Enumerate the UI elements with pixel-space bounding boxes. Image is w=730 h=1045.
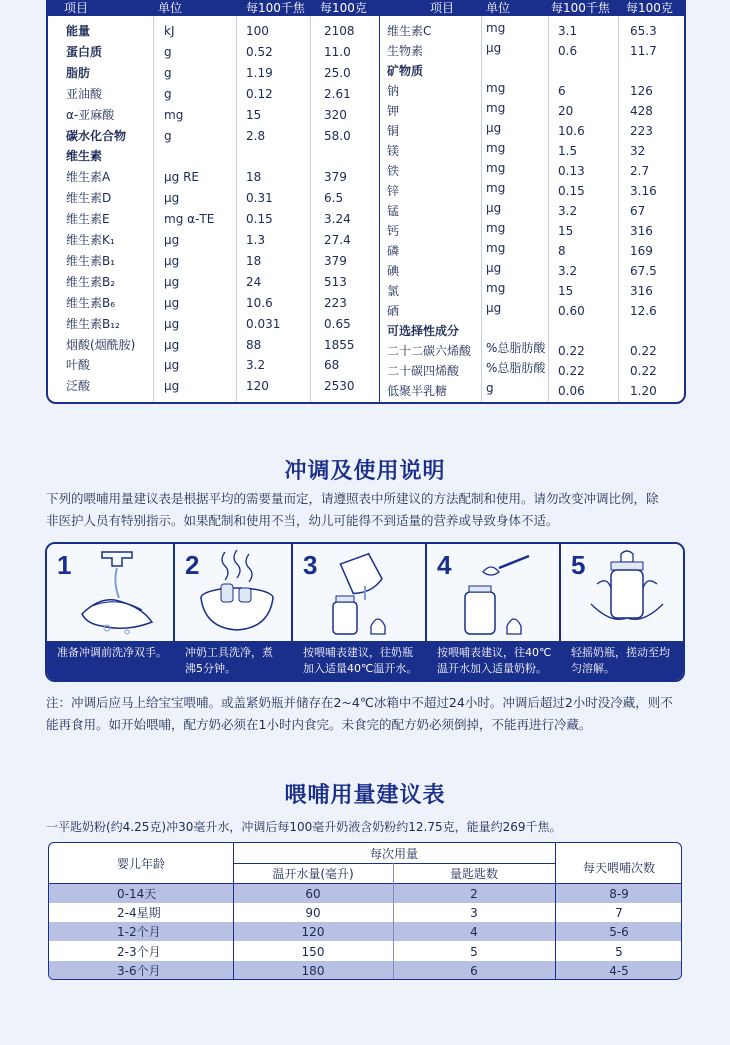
nutrient-per-kj: 0.6	[558, 44, 578, 58]
prep-step-1	[47, 544, 175, 680]
step-number: 2	[185, 550, 200, 580]
prep-note-line: 注：冲调后应马上给宝宝喂哺。或盖紧奶瓶并储存在2~4℃冰箱中不超过24小时。冲调后超过2小时没冷藏，则不	[46, 695, 673, 710]
nutrient-unit: g	[164, 87, 172, 101]
nutrient-per-kj: 15	[558, 284, 574, 298]
feeding-age: 2-3个月	[117, 944, 161, 959]
feeding-age: 1-2个月	[117, 925, 161, 940]
feeding-age: 2-4星期	[117, 906, 161, 921]
feeding-scoops: 4	[470, 925, 478, 940]
step-caption-line: 温开水加入适量奶粉。	[437, 662, 547, 675]
nutrient-per-g: 379	[324, 170, 347, 184]
nutrient-per-kj: 8	[558, 244, 566, 258]
nutrient-name: 二十二碳六烯酸	[387, 344, 472, 358]
nutrient-per-g: 2530	[324, 379, 355, 393]
nutrient-unit: μg	[164, 338, 180, 352]
nutrient-per-g: 428	[630, 104, 653, 118]
nutrient-unit: μg	[486, 41, 502, 55]
nutrient-name: 镁	[387, 144, 400, 158]
step-number: 4	[437, 550, 452, 580]
nutrient-unit: mg	[486, 21, 506, 35]
nutrient-per-kj: 0.031	[246, 317, 281, 331]
nutrient-name: 锌	[387, 184, 400, 198]
step-caption	[47, 641, 175, 680]
nutrient-name: 烟酸(烟酰胺)	[66, 338, 136, 352]
nutrient-unit: g	[164, 45, 172, 59]
nutrient-per-g: 67	[630, 204, 646, 218]
prep-note	[46, 692, 706, 736]
nutrient-per-kj: 1.3	[246, 233, 266, 247]
prep-step-2	[175, 544, 293, 680]
header-per-kj-right: 每100千焦	[551, 1, 610, 15]
nutrient-per-kj: 3.2	[558, 264, 578, 278]
nutrient-unit: μg	[164, 233, 180, 247]
step-caption-line: 匀溶解。	[571, 662, 615, 675]
nutrient-per-g: 27.4	[324, 233, 351, 247]
nutrient-unit: μg	[486, 301, 502, 315]
nutrient-per-g: 126	[630, 84, 653, 98]
feeding-head-group: 每次用量	[369, 847, 418, 861]
column-line	[618, 16, 619, 402]
nutrient-unit: mg	[486, 281, 506, 295]
nutrient-per-kj: 120	[246, 379, 269, 393]
feeding-subtitle: 一平匙奶粉(约4.25克)冲30毫升水，冲调后每100毫升奶液含奶粉约12.75克，能量约269千焦。	[46, 820, 562, 834]
nutrient-per-kj: 10.6	[246, 296, 273, 310]
nutrient-per-kj: 18	[246, 170, 262, 184]
nutrient-name: 氯	[387, 284, 400, 298]
column-line	[310, 16, 311, 402]
nutrient-per-g: 513	[324, 275, 347, 289]
nutrient-name: 铜	[387, 124, 400, 138]
nutrient-unit: mg	[486, 81, 506, 95]
nutrient-per-kj: 3.2	[558, 204, 578, 218]
column-line	[153, 16, 154, 402]
nutrient-per-g: 0.22	[630, 364, 657, 378]
nutrient-per-kj: 24	[246, 275, 262, 289]
step-caption	[427, 641, 561, 680]
nutrient-per-g: 12.6	[630, 304, 657, 318]
feeding-row	[49, 922, 681, 941]
nutrient-unit: μg	[486, 201, 502, 215]
step-caption	[293, 641, 427, 680]
nutrient-unit: g	[164, 129, 172, 143]
step-caption-line: 按喂哺表建议，往40℃	[437, 646, 552, 659]
nutrient-per-g: 379	[324, 254, 347, 268]
nutrient-name: 碳水化合物	[66, 129, 127, 143]
nutrient-unit: μg	[164, 358, 180, 372]
nutrient-per-g: 2108	[324, 24, 355, 38]
header-item-right: 项目	[430, 1, 455, 15]
nutrient-per-g: 6.5	[324, 191, 344, 205]
header-per-g-left: 每100克	[320, 1, 367, 15]
nutrient-unit: μg	[164, 379, 180, 393]
nutrient-name: 生物素	[387, 44, 424, 58]
nutrient-per-g: 3.16	[630, 184, 657, 198]
nutrient-unit: kJ	[164, 24, 175, 38]
nutrient-unit: μg	[486, 121, 502, 135]
nutrient-name: 碘	[387, 264, 400, 278]
nutrient-unit: mg	[486, 221, 506, 235]
nutrient-name: 可选择性成分	[387, 324, 460, 338]
step-number: 3	[303, 550, 318, 580]
nutrient-per-kj: 0.13	[558, 164, 585, 178]
nutrient-per-kj: 18	[246, 254, 262, 268]
prep-intro-line: 非医护人员有特别指示。如果配制和使用不当，幼儿可能得不到适量的营养或导致身体不适。	[46, 513, 559, 528]
nutrient-name: 钠	[387, 84, 400, 98]
nutrient-per-g: 0.22	[630, 344, 657, 358]
nutrient-name: 维生素	[66, 149, 103, 163]
nutrient-per-kj: 2.8	[246, 129, 266, 143]
nutrient-name: 蛋白质	[66, 45, 103, 59]
nutrient-unit: mg	[486, 181, 506, 195]
nutrient-per-g: 3.24	[324, 212, 351, 226]
nutrient-per-g: 32	[630, 144, 646, 158]
nutrient-name: 钙	[387, 224, 400, 238]
feeding-head-times: 每天喂哺次数	[582, 861, 655, 875]
prep-step-4	[427, 544, 561, 680]
step-caption-line: 沸5分钟。	[185, 662, 236, 675]
step-caption-line: 按喂哺表建议，往奶瓶	[303, 646, 413, 659]
header-per-g-right: 每100克	[626, 1, 673, 15]
nutrient-name: 脂肪	[66, 66, 91, 80]
feeding-times: 5	[615, 944, 623, 959]
feeding-water: 120	[301, 925, 325, 940]
prep-step-5	[561, 544, 685, 680]
feeding-times: 4-5	[609, 963, 629, 978]
step-caption	[175, 641, 293, 680]
nutrient-unit: g	[164, 66, 172, 80]
nutrient-per-kj: 1.5	[558, 144, 578, 158]
nutrient-name: 维生素D	[66, 191, 112, 205]
feeding-scoops: 6	[470, 963, 478, 978]
nutrient-name: 磷	[387, 244, 400, 258]
nutrient-per-kj: 6	[558, 84, 566, 98]
feeding-times: 5-6	[609, 925, 629, 940]
nutrient-per-g: 2.61	[324, 87, 351, 101]
nutrient-per-g: 316	[630, 224, 653, 238]
nutrient-unit: μg	[164, 191, 180, 205]
nutrient-per-g: 316	[630, 284, 653, 298]
step-number: 5	[571, 550, 586, 580]
feeding-row	[49, 903, 681, 922]
nutrient-per-g: 1855	[324, 338, 355, 352]
nutrient-name: 矿物质	[387, 64, 424, 78]
nutrient-unit: g	[486, 381, 494, 395]
feeding-scoops: 3	[470, 906, 478, 921]
nutrient-unit: μg	[486, 261, 502, 275]
nutrient-name: 泛酸	[66, 379, 91, 393]
nutrient-per-kj: 3.1	[558, 24, 578, 38]
nutrient-per-g: 25.0	[324, 66, 351, 80]
feeding-water: 90	[305, 906, 321, 921]
prep-title: 冲调及使用说明	[284, 459, 446, 484]
nutrient-name: α-亚麻酸	[66, 108, 115, 122]
feeding-title: 喂哺用量建议表	[284, 783, 446, 808]
nutrient-per-g: 0.65	[324, 317, 351, 331]
feeding-row	[49, 961, 681, 980]
nutrient-per-kj: 15	[246, 108, 262, 122]
column-line	[548, 16, 549, 402]
table-divider	[379, 16, 380, 402]
nutrient-per-kj: 0.15	[246, 212, 273, 226]
nutrient-unit: %总脂肪酸	[486, 361, 546, 375]
nutrient-name: 硒	[387, 304, 400, 318]
header-unit-left: 单位	[158, 1, 183, 15]
header-per-kj-left: 每100千焦	[246, 1, 305, 15]
nutrient-unit: μg	[164, 317, 180, 331]
nutrient-per-kj: 3.2	[246, 358, 266, 372]
step-caption	[561, 641, 685, 680]
column-line	[481, 16, 482, 402]
feeding-times: 7	[615, 906, 623, 921]
nutrient-per-g: 11.0	[324, 45, 351, 59]
nutrient-name: 能量	[66, 24, 91, 38]
prep-intro	[46, 488, 696, 532]
nutrition-table-header	[48, 0, 684, 16]
nutrient-name: 维生素E	[66, 212, 110, 226]
nutrient-per-g: 65.3	[630, 24, 657, 38]
nutrient-per-g: 2.7	[630, 164, 650, 178]
nutrient-name: 二十碳四烯酸	[387, 364, 460, 378]
feeding-water: 150	[301, 944, 325, 959]
nutrient-unit: μg	[164, 254, 180, 268]
prep-step-3	[293, 544, 427, 680]
nutrient-unit: mg	[164, 108, 184, 122]
nutrient-unit: μg	[164, 275, 180, 289]
nutrient-per-kj: 100	[246, 24, 269, 38]
nutrient-per-g: 223	[324, 296, 347, 310]
feeding-water: 60	[305, 887, 321, 901]
nutrient-name: 维生素B₆	[66, 296, 116, 310]
header-line	[233, 863, 555, 864]
nutrient-name: 维生素A	[66, 170, 111, 184]
nutrient-per-kj: 88	[246, 338, 262, 352]
feeding-head-scoops: 量匙匙数	[449, 867, 498, 881]
nutrition-table	[46, 0, 686, 404]
nutrient-name: 钾	[387, 104, 400, 118]
nutrient-per-g: 169	[630, 244, 653, 258]
prep-steps	[45, 542, 685, 682]
header-item-left: 项目	[64, 1, 89, 15]
nutrient-name: 维生素B₁₂	[66, 317, 120, 331]
feeding-times: 8-9	[609, 887, 629, 901]
nutrient-per-g: 11.7	[630, 44, 657, 58]
feeding-head-water: 温开水量(毫升)	[272, 867, 354, 881]
feeding-head-age: 婴儿年龄	[116, 857, 165, 871]
nutrient-name: 铁	[387, 164, 400, 178]
feeding-age: 0-14天	[117, 887, 157, 901]
nutrient-per-kj: 0.15	[558, 184, 585, 198]
header-line	[49, 883, 682, 884]
column-line	[236, 16, 237, 402]
step-number: 1	[57, 550, 72, 580]
nutrient-name: 亚油酸	[66, 87, 103, 101]
nutrient-unit: %总脂肪酸	[486, 341, 546, 355]
nutrient-per-kj: 20	[558, 104, 574, 118]
step-caption-line: 准备冲调前洗净双手。	[57, 646, 167, 659]
header-unit-right: 单位	[486, 1, 511, 15]
nutrient-unit: mg	[486, 161, 506, 175]
nutrient-name: 维生素K₁	[66, 233, 115, 247]
nutrient-per-g: 58.0	[324, 129, 351, 143]
prep-note-line: 能再食用。如开始喂哺，配方奶必须在1小时内食完。未食完的配方奶必须倒掉，不能再进行冷藏。	[46, 717, 592, 732]
nutrient-unit: mg α-TE	[164, 212, 215, 226]
nutrient-name: 叶酸	[66, 358, 91, 372]
nutrient-unit: mg	[486, 141, 506, 155]
feeding-row	[49, 942, 681, 961]
feeding-scoops: 2	[470, 887, 478, 901]
step-caption-line: 冲奶工具洗净，煮	[185, 646, 273, 659]
nutrient-per-kj: 1.19	[246, 66, 273, 80]
nutrient-per-g: 67.5	[630, 264, 657, 278]
prep-intro-line: 下列的喂哺用量建议表是根据平均的需要量而定，请遵照表中所建议的方法配制和使用。请勿改变冲调比例，除	[46, 491, 659, 506]
feeding-water: 180	[301, 963, 325, 978]
nutrient-per-kj: 0.22	[558, 364, 585, 378]
feeding-row	[49, 884, 681, 903]
nutrient-per-kj: 0.06	[558, 384, 585, 398]
nutrient-unit: μg RE	[164, 170, 199, 184]
nutrient-unit: mg	[486, 241, 506, 255]
feeding-scoops: 5	[470, 944, 478, 959]
nutrient-unit: mg	[486, 101, 506, 115]
nutrient-name: 锰	[387, 204, 400, 218]
nutrient-per-kj: 0.12	[246, 87, 273, 101]
nutrient-per-kj: 0.31	[246, 191, 273, 205]
nutrient-per-kj: 15	[558, 224, 574, 238]
nutrient-name: 维生素B₁	[66, 254, 116, 268]
nutrient-unit: μg	[164, 296, 180, 310]
step-caption-line: 加入适量40℃温开水。	[303, 662, 418, 675]
nutrient-name: 维生素B₂	[66, 275, 116, 289]
nutrient-name: 维生素C	[387, 24, 432, 38]
nutrient-per-g: 1.20	[630, 384, 657, 398]
nutrient-per-g: 223	[630, 124, 653, 138]
step-caption-line: 轻摇奶瓶，搓动至均	[571, 646, 670, 659]
nutrient-per-kj: 0.60	[558, 304, 585, 318]
nutrient-per-kj: 0.52	[246, 45, 273, 59]
nutrient-per-kj: 10.6	[558, 124, 585, 138]
feeding-age: 3-6个月	[117, 963, 161, 978]
nutrient-per-g: 320	[324, 108, 347, 122]
feeding-table	[48, 842, 682, 980]
nutrient-per-g: 68	[324, 358, 340, 372]
nutrient-per-kj: 0.22	[558, 344, 585, 358]
nutrient-name: 低聚半乳糖	[387, 384, 448, 398]
